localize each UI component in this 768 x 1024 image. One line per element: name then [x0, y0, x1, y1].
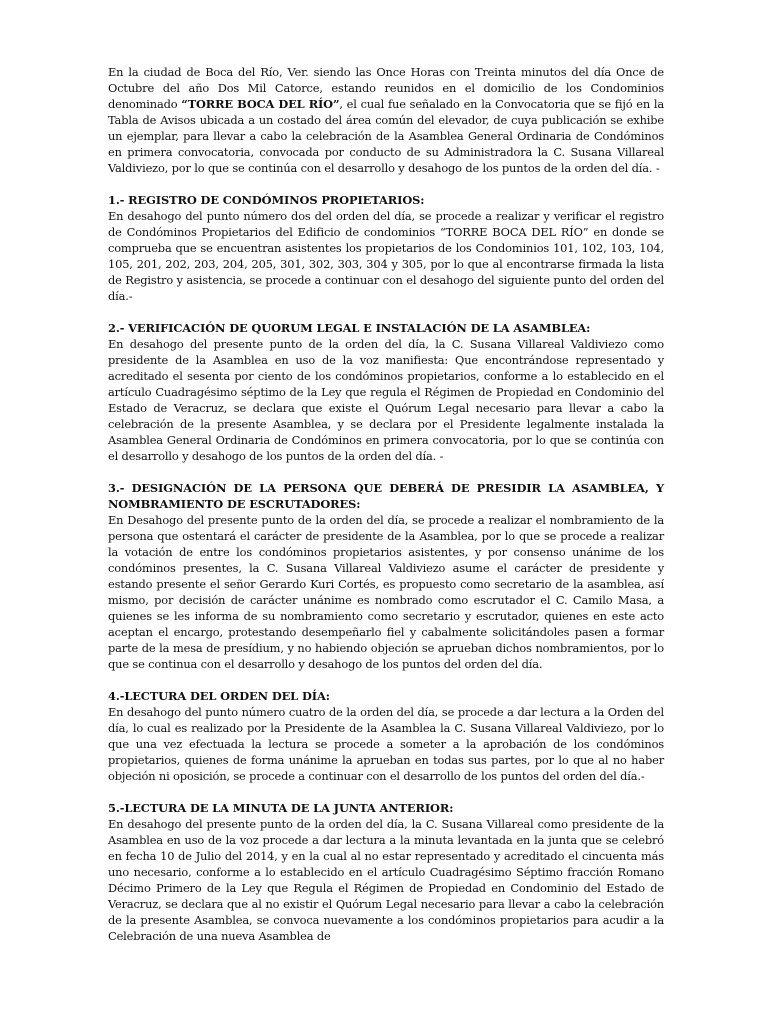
intro-text-part2: , el cual fue señalado en la Convocatoria que se fijó en la Tabla de Avisos ubicada a un costado del área común del elevador, de cuya publicación se exhibe un ejemplar, para llevar a cabo la celebración de la Asamblea General Ordinaria de Condóminos en primera convocatoria, convocada por conducto de su Administradora la C. Susana Villareal Valdiviezo, por lo que se continúa con el desarrollo y desahogo de los puntos de la orden del día. - — [108, 97, 664, 175]
section-body: En desahogo del punto número cuatro de la orden del día, se procede a dar lectura a la Orden del día, lo cual es realizado por la Presidente de la Asamblea la C. Susana Villareal Valdiviezo, por lo que una vez efectuada la lectura se procede a someter a la aprobación de los condóminos propietarios, quienes de forma unánime la aprueban en todas sus partes, por lo que al no haber objeción ni oposición, se procede a continuar con el desarrollo de los puntos del orden del día.- — [108, 705, 664, 783]
section-body: En desahogo del punto número dos del orden del día, se procede a realizar y verificar el registro de Condóminos Propietarios del Edificio de condominios “TORRE BOCA DEL RÍO” en donde se comprueba que se encuentran asistentes los propietarios de los Condominios 101, 102, 103, 104, 105, 201, 202, 203, 204, 205, 301, 302, 303, 304 y 305, por lo que al encontrarse firmada la lista de Registro y asistencia, se procede a continuar con el desahogo del siguiente punto del orden del día.- — [108, 209, 664, 303]
section-heading: 5.-LECTURA DE LA MINUTA DE LA JUNTA ANTERIOR: — [108, 801, 454, 815]
section-heading: 3.- DESIGNACIÓN DE LA PERSONA QUE DEBERÁ DE PRESIDIR LA ASAMBLEA, Y NOMBRAMIENTO DE ESCRUTADORES: — [108, 481, 664, 511]
section-designacion — [108, 480, 664, 672]
section-heading: 1.- REGISTRO DE CONDÓMINOS PROPIETARIOS: — [108, 193, 425, 207]
section-body: En desahogo del presente punto de la orden del día, la C. Susana Villareal Valdiviezo como presidente de la Asamblea en uso de la voz manifiesta: Que encontrándose representado y acreditado el sesenta por ciento de los condóminos propietarios, conforme a lo establecido en el artículo Cuadragésimo séptimo de la Ley que regula el Régimen de Propiedad en Condominio del Estado de Veracruz, se declara que existe el Quórum Legal necesario para llevar a cabo la celebración de la presente Asamblea, y se declara por el Presidente legalmente instalada la Asamblea General Ordinaria de Condóminos en primera convocatoria, por lo que se continúa con el desarrollo y desahogo de los puntos de la orden del día. - — [108, 337, 664, 463]
document-page — [108, 64, 664, 960]
section-heading: 2.- VERIFICACIÓN DE QUORUM LEGAL E INSTALACIÓN DE LA ASAMBLEA: — [108, 321, 591, 335]
intro-paragraph — [108, 64, 664, 176]
intro-text-part1: En la ciudad de Boca del Río, Ver. siendo las Once Horas con Treinta minutos del día Once de Octubre del año Dos Mil Catorce, estando reunidos en el domicilio de los Condominios denominado — [108, 65, 664, 111]
section-body: En Desahogo del presente punto de la orden del día, se procede a realizar el nombramiento de la persona que ostentará el carácter de presidente de la Asamblea, por lo que se procede a realizar la votación de entre los condóminos propietarios asistentes, y por consenso unánime de los condóminos presentes, la C. Susana Villareal Valdiviezo asume el carácter de presidente y estando presente el señor Gerardo Kuri Cortés, es propuesto como secretario de la asamblea, así mismo, por decisión de carácter unánime es nombrado como escrutador el C. Camilo Masa, a quienes se les informa de su nombramiento como secretario y escrutador, quienes en este acto aceptan el encargo, protestando desempeñarlo fiel y cabalmente solicitándoles pasen a formar parte de la mesa de presídium, y no habiendo objeción se aprueban dichos nombramientos, por lo que se continua con el desarrollo y desahogo de los puntos del orden del día. — [108, 513, 664, 671]
building-name: “TORRE BOCA DEL RÍO” — [181, 97, 340, 111]
section-body: En desahogo del presente punto de la orden del día, la C. Susana Villareal como presidente de la Asamblea en uso de la voz procede a dar lectura a la minuta levantada en la junta que se celebró en fecha 10 de Julio del 2014, y en la cual al no estar representado y acreditado el cincuenta más uno necesario, conforme a lo establecido en el artículo Cuadragésimo Séptimo fracción Romano Décimo Primero de la Ley que Regula el Régimen de Propiedad en Condominio del Estado de Veracruz, se declara que al no existir el Quórum Legal necesario para llevar a cabo la celebración de la presente Asamblea, se convoca nuevamente a los condóminos propietarios para acudir a la Celebración de una nueva Asamblea de — [108, 817, 664, 943]
section-heading: 4.-LECTURA DEL ORDEN DEL DÍA: — [108, 689, 330, 703]
section-registro — [108, 192, 664, 304]
section-lectura-orden — [108, 688, 664, 784]
section-minuta — [108, 800, 664, 944]
section-quorum — [108, 320, 664, 464]
